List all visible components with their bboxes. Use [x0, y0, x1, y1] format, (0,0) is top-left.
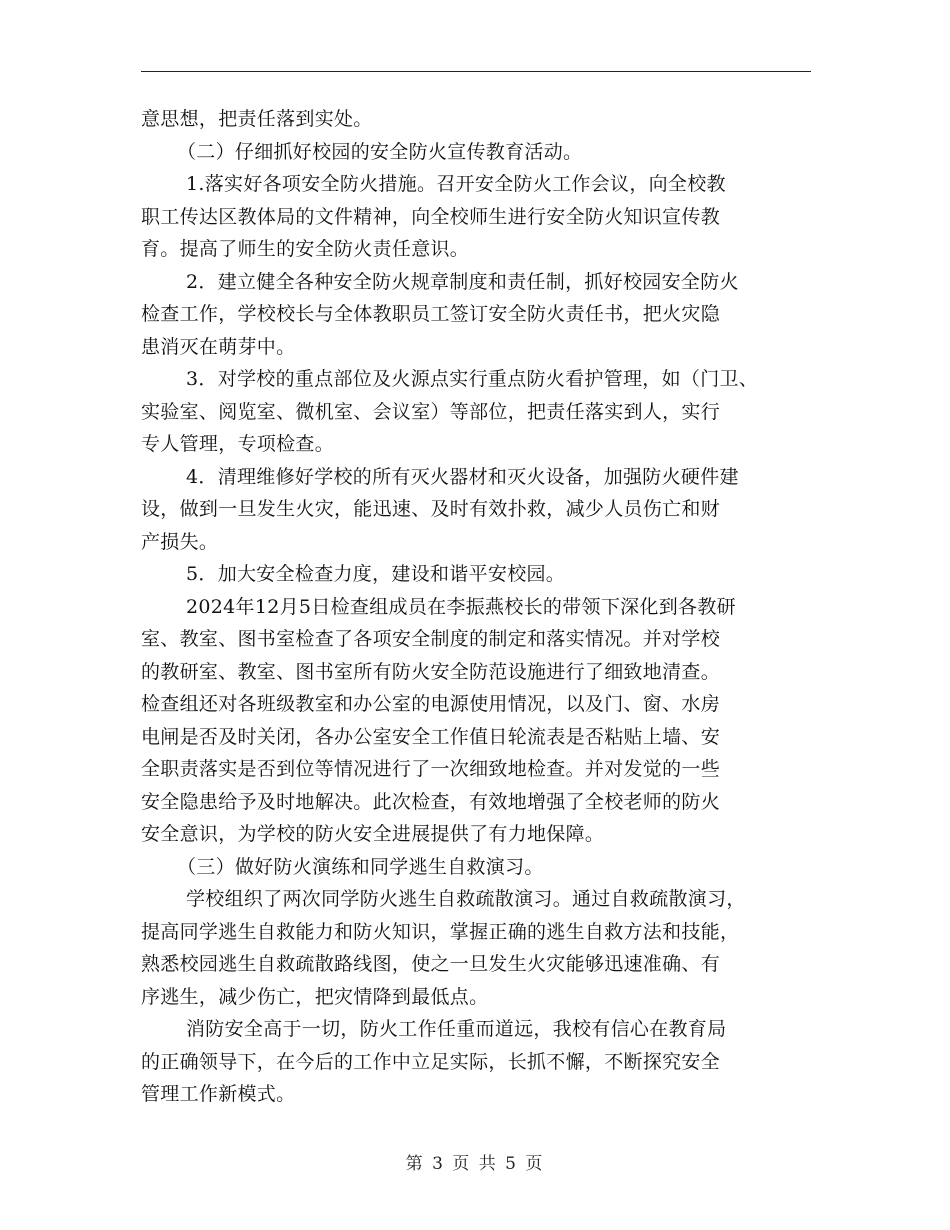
text-line: 实验室、阅览室、微机室、会议室）等部位，把责任落实到人，实行	[141, 400, 721, 423]
text-line: 4．清理维修好学校的所有灭火器材和灭火设备，加强防火硬件建	[186, 465, 739, 488]
text-line: 学校组织了两次同学防火逃生自救疏散演习。通过自救疏散演习，	[186, 888, 746, 910]
section-heading: （二）仔细抓好校园的安全防火宣传教育活动。	[177, 140, 583, 163]
text-line: 产损失。	[141, 530, 219, 553]
section-heading: （三）做好防火演练和同学逃生自救演习。	[177, 855, 544, 878]
text-line: 消防安全高于一切，防火工作任重而道远，我校有信心在教育局	[186, 1018, 727, 1040]
text-line: 意思想，把责任落到实处。	[141, 108, 373, 130]
text-line: 全职责落实是否到位等情况进行了一次细致地检查。并对发觉的一些	[141, 758, 721, 780]
text-line: 检查组还对各班级教室和办公室的电源使用情况，以及门、窗、水房	[141, 693, 721, 715]
page-number-footer: 第 3 页 共 5 页	[405, 1154, 545, 1174]
text-line: 室、教室、图书室检查了各项安全制度的制定和落实情况。并对学校	[141, 628, 721, 650]
text-line: 设，做到一旦发生火灾，能迅速、及时有效扑救，减少人员伤亡和财	[141, 498, 721, 520]
text-line: 检查工作，学校校长与全体教职员工签订安全防火责任书，把火灾隐	[141, 303, 721, 325]
text-line: 职工传达区教体局的文件精神，向全校师生进行安全防火知识宣传教	[141, 205, 721, 228]
text-line: 安全意识，为学校的防火安全进展提供了有力地保障。	[141, 823, 605, 845]
text-line: 5．加大安全检查力度，建设和谐平安校园。	[186, 563, 566, 585]
text-line: 专人管理，专项检查。	[141, 433, 335, 455]
text-line: 序逃生，减少伤亡，把灾情降到最低点。	[141, 985, 489, 1008]
text-line: 管理工作新模式。	[141, 1083, 296, 1105]
text-line: 安全隐患给予及时地解决。此次检查，有效地增强了全校老师的防火	[141, 790, 721, 813]
text-line: 的正确领导下，在今后的工作中立足实际，长抓不懈，不断探究安全	[141, 1050, 721, 1073]
text-line: 3．对学校的重点部位及火源点实行重点防火看护管理，如（门卫、	[186, 368, 759, 390]
text-line: 患消灭在萌芽中。	[141, 335, 296, 358]
text-line: 育。提高了师生的安全防火责任意识。	[141, 238, 470, 260]
text-line: 电闸是否及时关闭，各办公室安全工作值日轮流表是否粘贴上墙、安	[141, 725, 721, 748]
text-line: 2．建立健全各种安全防火规章制度和责任制，抓好校园安全防火	[186, 270, 739, 293]
header-rule	[141, 71, 811, 72]
document-body	[141, 103, 821, 1111]
text-line: 提高同学逃生自救能力和防火知识，掌握正确的逃生自救方法和技能，	[141, 920, 740, 943]
text-line: 熟悉校园逃生自救疏散路线图，使之一旦发生火灾能够迅速准确、有	[141, 953, 721, 975]
text-line: 2024年12月5日检查组成员在李振燕校长的带领下深化到各教研	[186, 595, 736, 618]
text-line: 1.落实好各项安全防火措施。召开安全防火工作会议，向全校教	[186, 173, 726, 195]
text-line: 的教研室、教室、图书室所有防火安全防范设施进行了细致地清查。	[141, 660, 721, 683]
